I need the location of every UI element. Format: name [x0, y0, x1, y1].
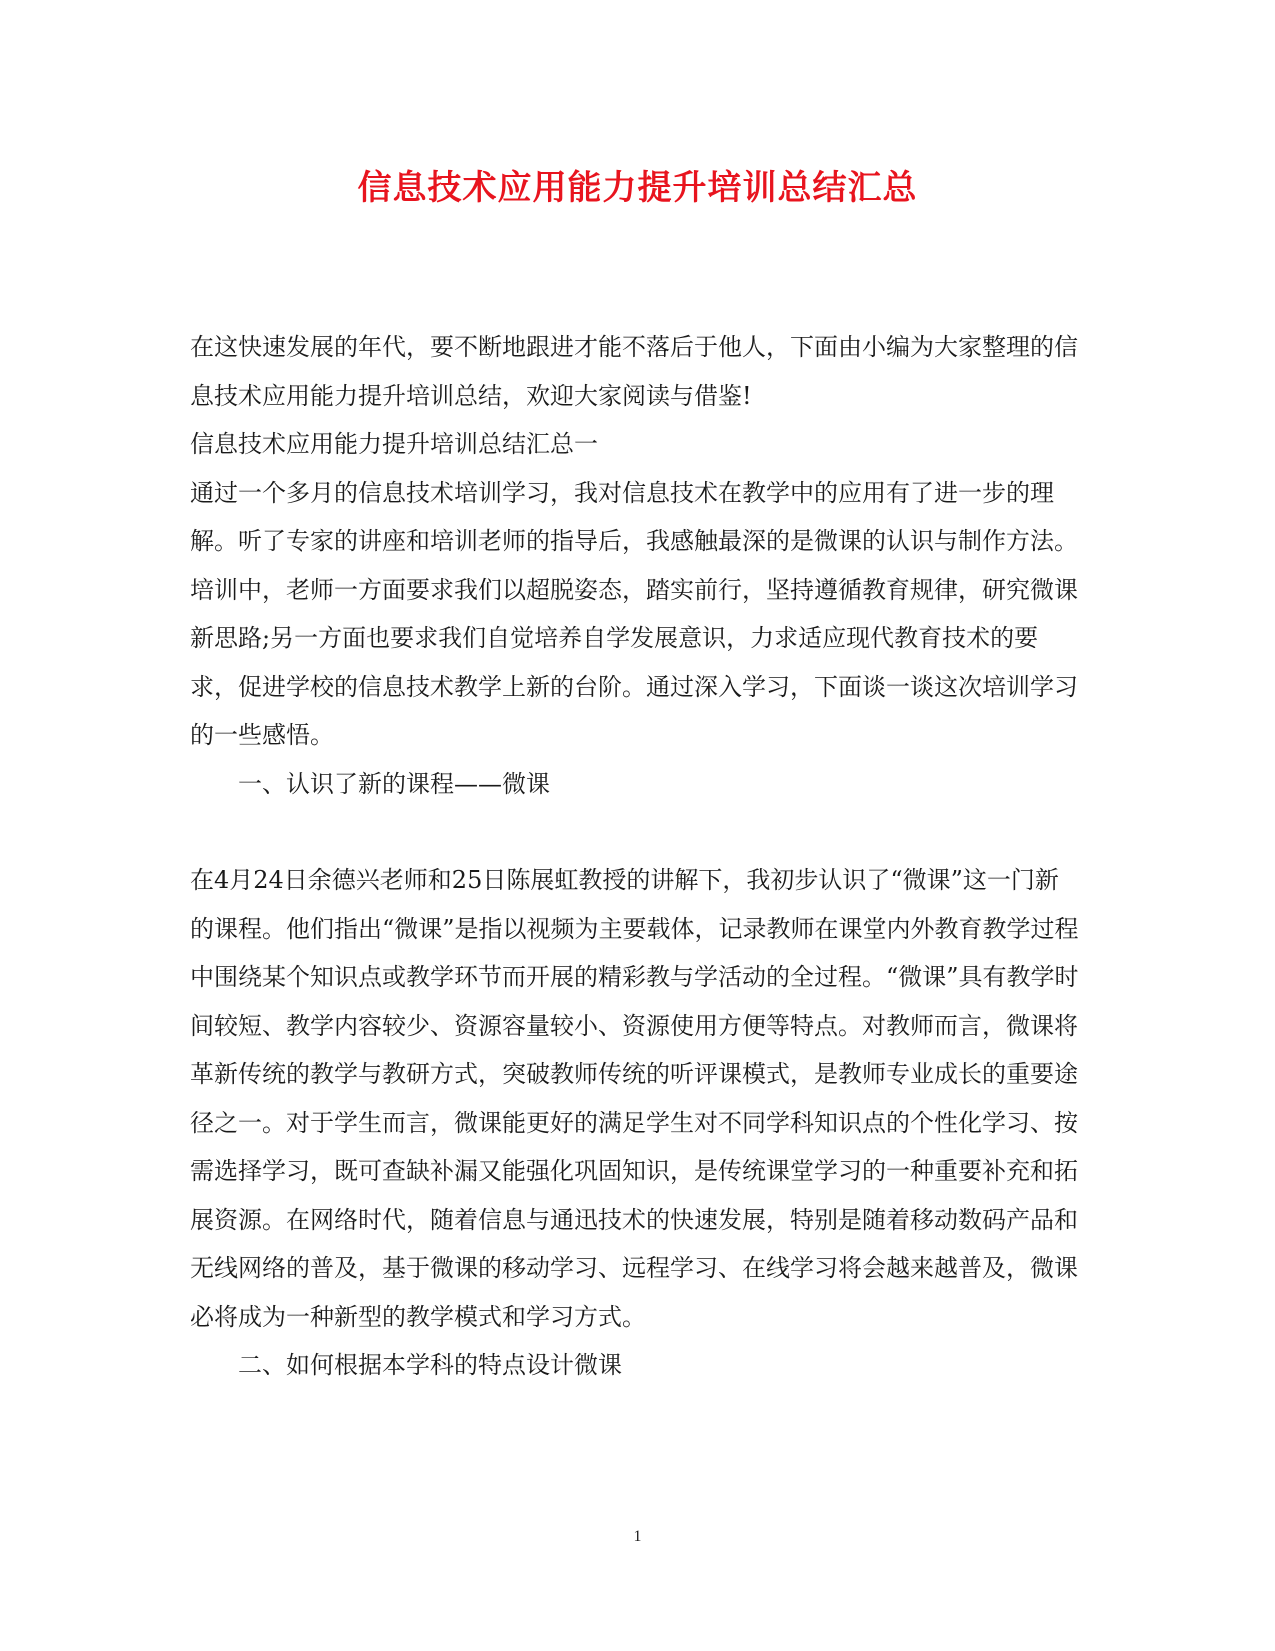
body-paragraph-1: 通过一个多月的信息技术培训学习，我对信息技术在教学中的应用有了进一步的理解。听了专家的讲座和培训老师的指导后，我感触最深的是微课的认识与制作方法。培训中，老师一方面要求我们以超脱姿态，踏实前行，坚持遵循教育规律，研究微课新思路;另一方面也要求我们自觉培养自学发展意识，力求适应现代教育技术的要求，促进学校的信息技术教学上新的台阶。通过深入学习，下面谈一谈这次培训学习的一些感悟。 — [190, 478, 1078, 749]
document-body — [190, 323, 1080, 1390]
page-number: 1 — [633, 1528, 642, 1545]
document-title: 信息技术应用能力提升培训总结汇总 — [357, 168, 918, 208]
section-heading-2: 二、如何根据本学科的特点设计微课 — [238, 1351, 622, 1379]
section-subtitle: 信息技术应用能力提升培训总结汇总一 — [190, 430, 598, 458]
body-paragraph-2: 在4月24日余德兴老师和25日陈展虹教授的讲解下，我初步认识了“微课”这一门新的课程。他们指出“微课”是指以视频为主要载体，记录教师在课堂内外教育教学过程中围绕某个知识点或教学环节而开展的精彩教与学活动的全过程。“微课”具有教学时间较短、教学内容较少、资源容量较小、资源使用方便等特点。对教师而言，微课将革新传统的教学与教研方式，突破教师传统的听评课模式，是教师专业成长的重要途径之一。对于学生而言，微课能更好的满足学生对不同学科知识点的个性化学习、按需选择学习，既可查缺补漏又能强化巩固知识，是传统课堂学习的一种重要补充和拓展资源。在网络时代，随着信息与通迅技术的快速发展，特别是随着移动数码产品和无线网络的普及，基于微课的移动学习、远程学习、在线学习将会越来越普及，微课必将成为一种新型的教学模式和学习方式。 — [190, 866, 1079, 1331]
intro-paragraph: 在这快速发展的年代，要不断地跟进才能不落后于他人，下面由小编为大家整理的信息技术应用能力提升培训总结，欢迎大家阅读与借鉴! — [190, 333, 1078, 410]
section-heading-1: 一、认识了新的课程——微课 — [238, 769, 550, 798]
